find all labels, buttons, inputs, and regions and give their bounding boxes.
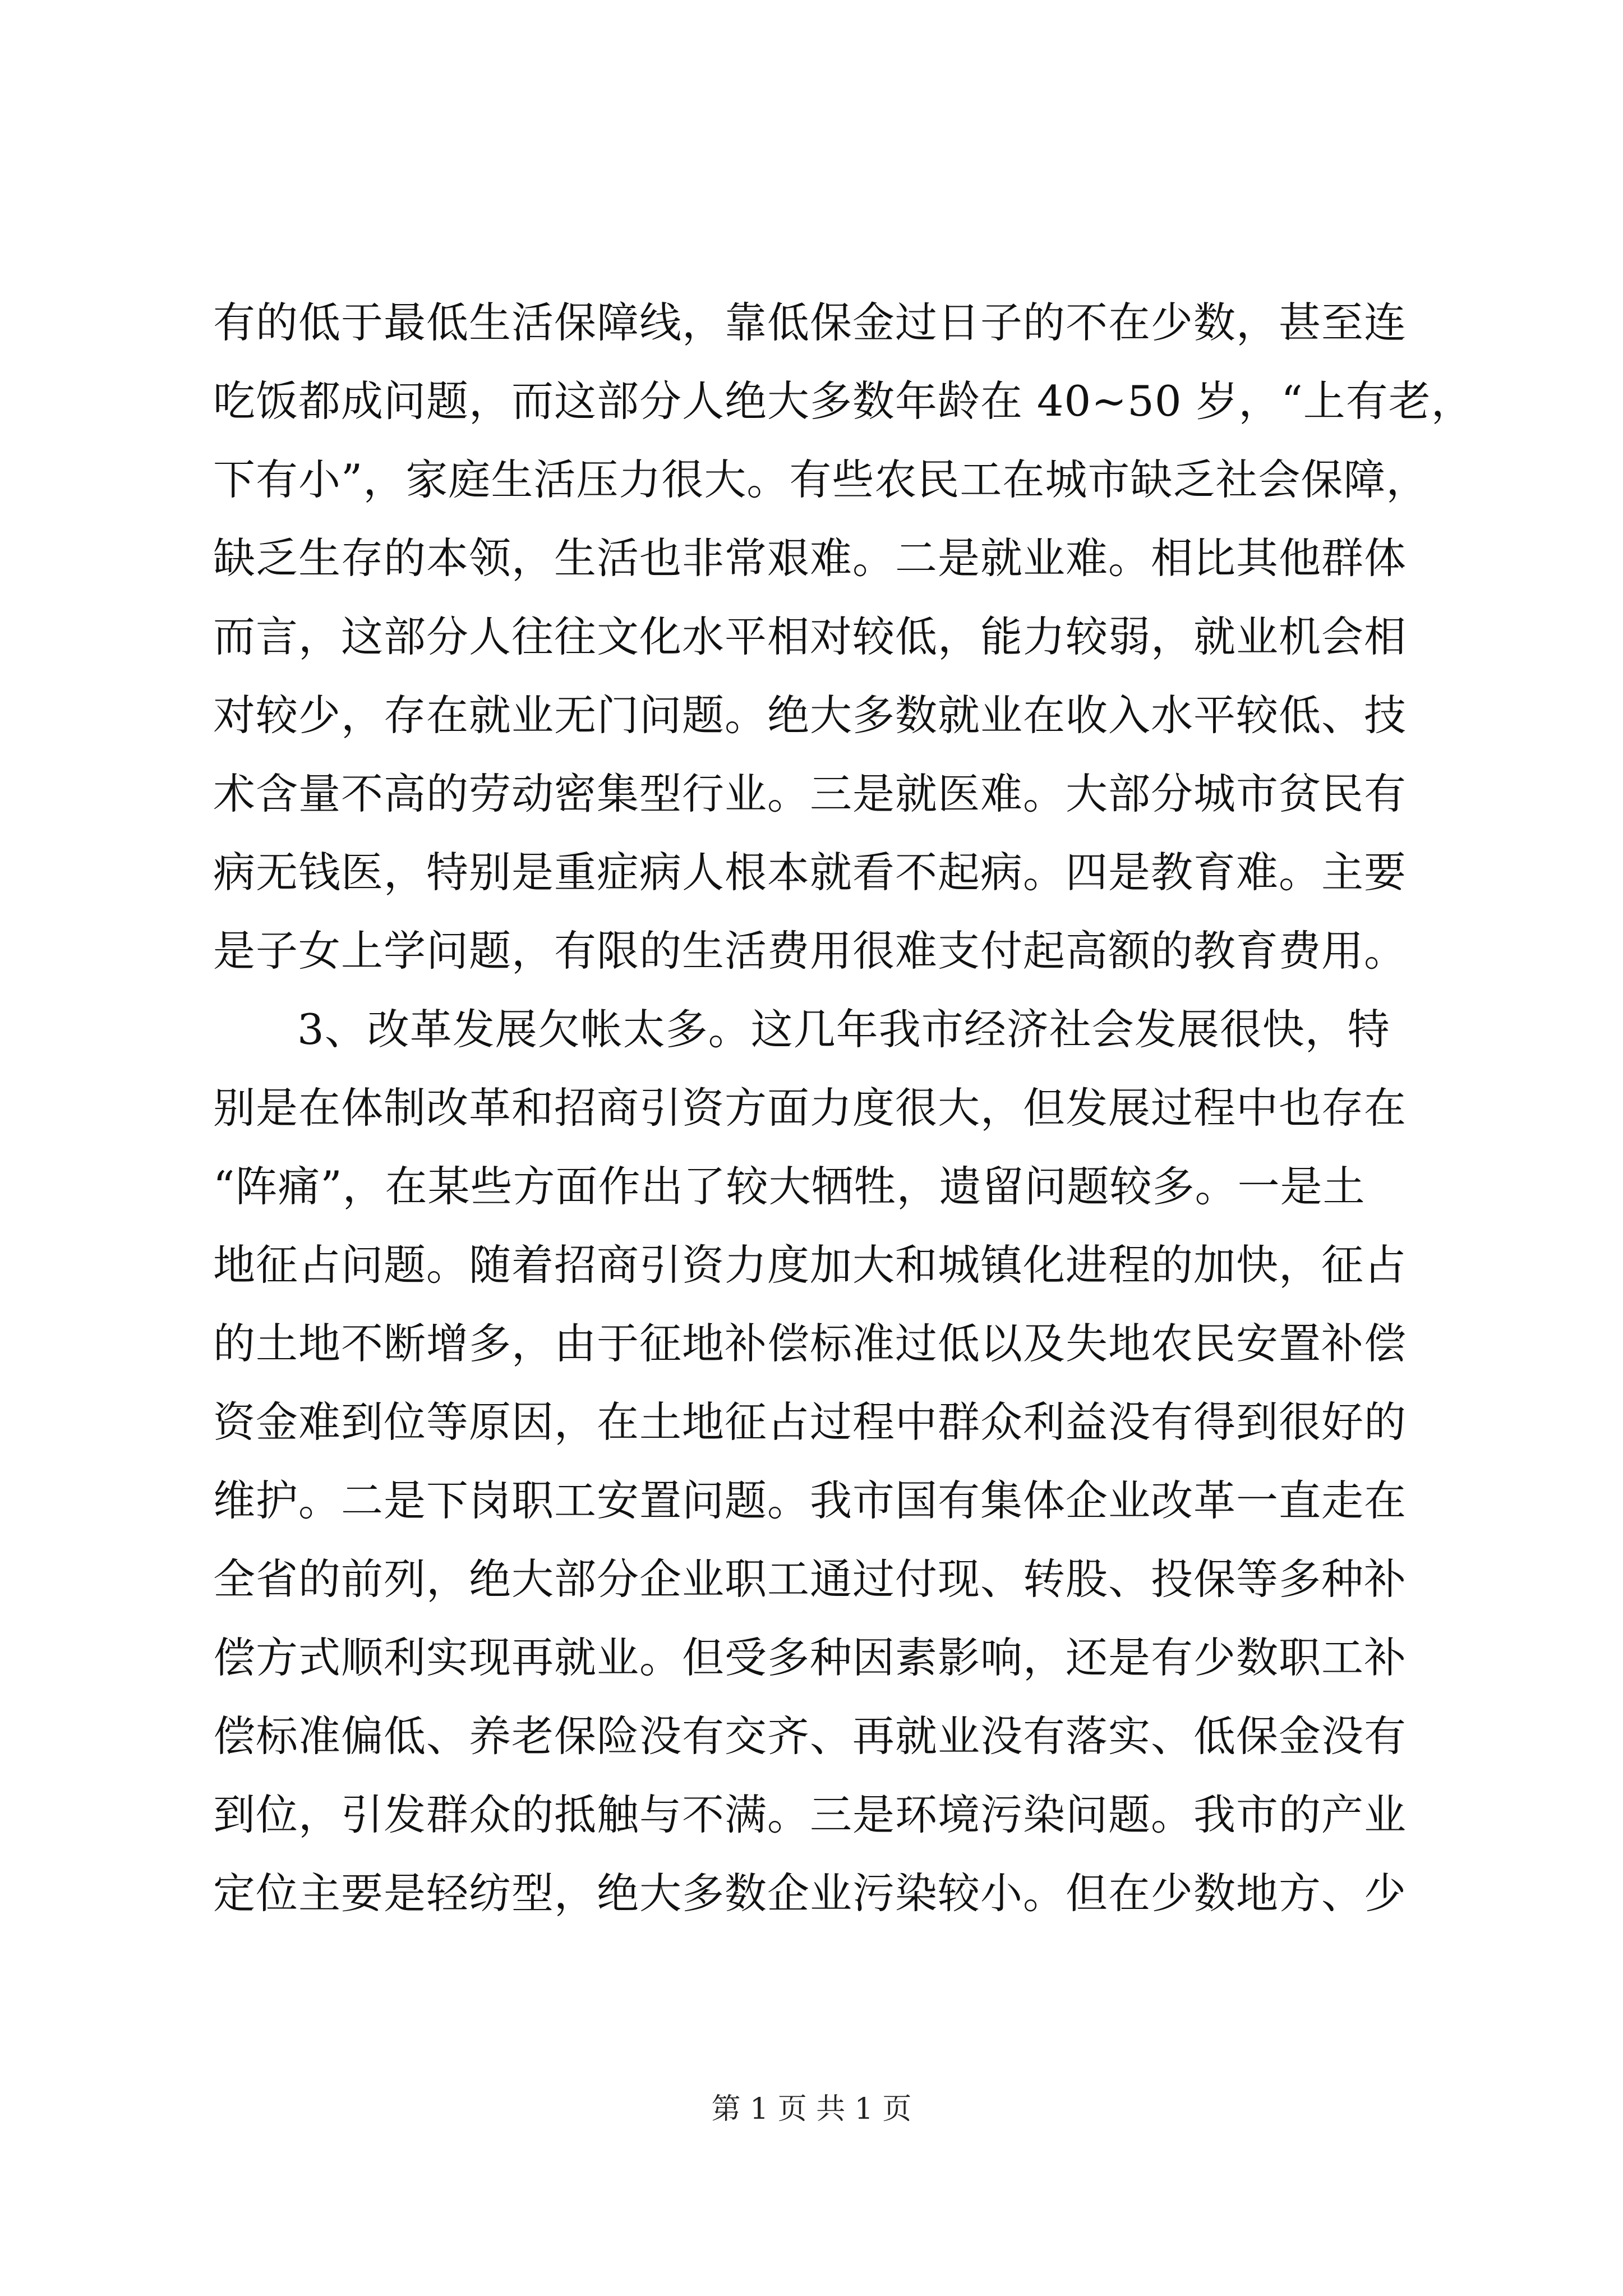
text-line: 是子女上学问题，有限的生活费用很难支付起高额的教育费用。 <box>213 926 1407 976</box>
text-line: 下有小”，家庭生活压力很大。有些农民工在城市缺乏社会保障， <box>213 455 1429 504</box>
text-line: 3、改革发展欠帐太多。这几年我市经济社会发展很快，特 <box>297 1005 1390 1054</box>
text-line: “阵痛”，在某些方面作出了较大牺牲，遗留问题较多。一是土 <box>213 1162 1366 1211</box>
text-line: 全省的前列，绝大部分企业职工通过付现、转股、投保等多种补 <box>213 1554 1407 1604</box>
text-line: 有的低于最低生活保障线，靠低保金过日子的不在少数，甚至连 <box>213 298 1407 347</box>
text-line: 病无钱医，特别是重症病人根本就看不起病。四是教育难。主要 <box>213 848 1407 897</box>
text-line: 的土地不断增多，由于征地补偿标准过低以及失地农民安置补偿 <box>213 1319 1407 1368</box>
text-line: 偿方式顺利实现再就业。但受多种因素影响，还是有少数职工补 <box>213 1633 1407 1682</box>
text-line: 定位主要是轻纺型，绝大多数企业污染较小。但在少数地方、少 <box>213 1869 1407 1918</box>
text-line: 地征占问题。随着招商引资力度加大和城镇化进程的加快，征占 <box>213 1240 1407 1290</box>
text-line: 对较少，存在就业无门问题。绝大多数就业在收入水平较低、技 <box>213 691 1407 740</box>
text-line: 别是在体制改革和招商引资方面力度很大，但发展过程中也存在 <box>213 1083 1407 1133</box>
text-line: 而言，这部分人往往文化水平相对较低，能力较弱，就业机会相 <box>213 612 1407 661</box>
page-number-footer: 第 1 页 共 1 页 <box>711 2092 912 2126</box>
text-line: 缺乏生存的本领，生活也非常艰难。二是就业难。相比其他群体 <box>213 533 1407 583</box>
text-line: 维护。二是下岗职工安置问题。我市国有集体企业改革一直走在 <box>213 1476 1407 1525</box>
text-line: 术含量不高的劳动密集型行业。三是就医难。大部分城市贫民有 <box>213 769 1407 818</box>
text-line: 到位，引发群众的抵触与不满。三是环境污染问题。我市的产业 <box>213 1790 1407 1839</box>
text-line: 偿标准偏低、养老保险没有交齐、再就业没有落实、低保金没有 <box>213 1711 1407 1761</box>
text-line: 资金难到位等原因，在土地征占过程中群众利益没有得到很好的 <box>213 1397 1407 1447</box>
text-line: 吃饭都成问题，而这部分人绝大多数年龄在 40~50 岁，“上有老， <box>213 376 1474 426</box>
